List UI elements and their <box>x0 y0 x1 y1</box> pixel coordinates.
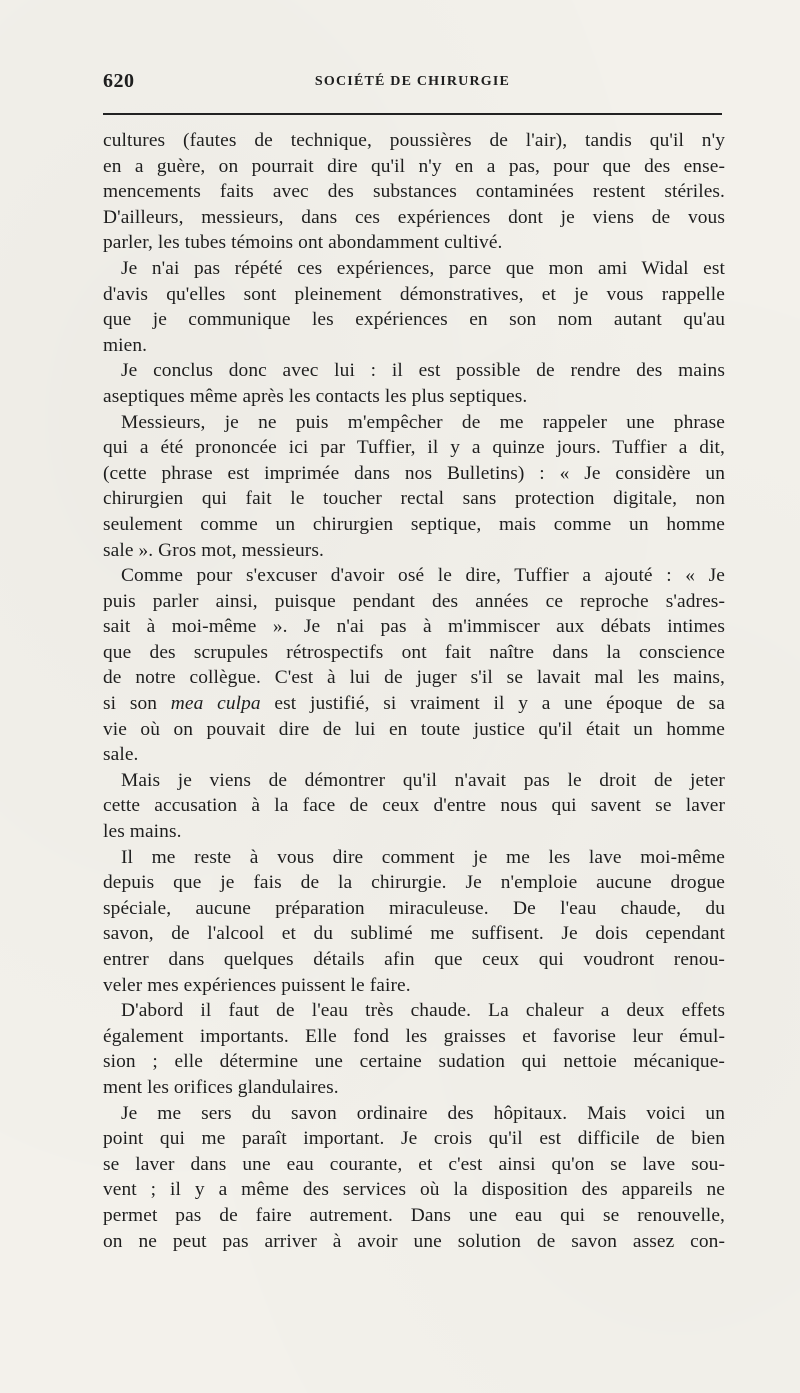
running-title: SOCIÉTÉ DE CHIRURGIE <box>314 74 511 89</box>
text-line: qui a été prononcée ici par Tuffier, il y a quinze jours. Tuffier a dit, <box>103 437 725 459</box>
text-line: sale ». Gros mot, messieurs. <box>103 539 324 561</box>
text-line: de notre collègue. C'est à lui de juger s'il se lavait mal les mains, <box>103 667 725 689</box>
italic-phrase: mea culpa <box>170 693 261 715</box>
page-header <box>103 70 722 96</box>
text-line: vie où on pouvait dire de lui en toute justice qu'il était un homme <box>103 718 725 740</box>
text-line: sale. <box>103 744 139 766</box>
text-line: Comme pour s'excuser d'avoir osé le dire, Tuffier a ajouté : « Je <box>121 565 725 587</box>
text-line: (cette phrase est imprimée dans nos Bulletins) : « Je considère un <box>103 462 725 484</box>
header-rule <box>103 113 722 115</box>
text-line: depuis que je fais de la chirurgie. Je n'emploie aucune drogue <box>103 872 725 894</box>
text-line: sion ; elle détermine une certaine sudation qui nettoie mécanique- <box>103 1051 725 1073</box>
text-line: d'avis qu'elles sont pleinement démonstratives, et je vous rappelle <box>103 283 725 305</box>
text-line: les mains. <box>103 821 182 843</box>
text-line: seulement comme un chirurgien septique, mais comme un homme <box>103 513 725 535</box>
text-line-with-italic: si son mea culpa est justifié, si vraiment il y a une époque de sa <box>103 693 726 715</box>
text-line: que des scrupules rétrospectifs ont fait naître dans la conscience <box>103 641 725 663</box>
text-line: mien. <box>103 334 148 356</box>
page-number: 620 <box>103 70 135 92</box>
text-line: en a guère, on pourrait dire qu'il n'y en a pas, pour que des ense- <box>103 155 725 177</box>
text-line: ment les orifices glandulaires. <box>103 1076 339 1098</box>
text-line: sait à moi-même ». Je n'ai pas à m'immiscer aux débats intimes <box>103 616 725 638</box>
text-line: vent ; il y a même des services où la disposition des appareils ne <box>103 1179 725 1201</box>
text-line: aseptiques même après les contacts les plus septiques. <box>103 385 528 407</box>
text-line: veler mes expériences puissent le faire. <box>103 974 411 996</box>
text-line: D'ailleurs, messieurs, dans ces expériences dont je viens de vous <box>103 206 725 228</box>
text-line: savon, de l'alcool et du sublimé me suffisent. Je dois cependant <box>103 923 725 945</box>
text-line: mencements faits avec des substances contaminées restent stériles. <box>103 181 725 203</box>
text-line: Je n'ai pas répété ces expériences, parce que mon ami Widal est <box>121 257 725 279</box>
text-line: cultures (fautes de technique, poussières de l'air), tandis qu'il n'y <box>103 130 725 151</box>
text-line: se laver dans une eau courante, et c'est ainsi qu'on se lave sou- <box>103 1153 725 1175</box>
text-line: Il me reste à vous dire comment je me les lave moi-même <box>121 846 725 868</box>
text-line: point qui me paraît important. Je crois qu'il est difficile de bien <box>103 1128 725 1150</box>
text-line: également importants. Elle fond les graisses et favorise leur émul- <box>103 1025 725 1047</box>
text-line: D'abord il faut de l'eau très chaude. La chaleur a deux effets <box>121 1000 725 1022</box>
text-line: que je communique les expériences en son nom autant qu'au <box>103 309 725 331</box>
text-line: permet pas de faire autrement. Dans une eau qui se renouvelle, <box>103 1204 725 1226</box>
text-line: chirurgien qui fait le toucher rectal sans protection digitale, non <box>103 488 725 510</box>
text-line: puis parler ainsi, puisque pendant des années ce reproche s'adres- <box>103 590 725 612</box>
text-line: cette accusation à la face de ceux d'entre nous qui savent se laver <box>103 795 725 817</box>
text-line: Je conclus donc avec lui : il est possible de rendre des mains <box>121 360 725 382</box>
text-line: Mais je viens de démontrer qu'il n'avait pas le droit de jeter <box>121 769 725 791</box>
text-line: entrer dans quelques détails afin que ceux qui voudront renou- <box>103 949 725 970</box>
text-line: parler, les tubes témoins ont abondamment cultivé. <box>103 232 503 254</box>
text-line: Messieurs, je ne puis m'empêcher de me rappeler une phrase <box>121 411 725 433</box>
text-line: on ne peut pas arriver à avoir une solution de savon assez con- <box>103 1230 725 1252</box>
text-line: Je me sers du savon ordinaire des hôpitaux. Mais voici un <box>121 1102 725 1124</box>
body-text <box>103 128 725 1254</box>
text-line: spéciale, aucune préparation miraculeuse. De l'eau chaude, du <box>103 897 725 919</box>
